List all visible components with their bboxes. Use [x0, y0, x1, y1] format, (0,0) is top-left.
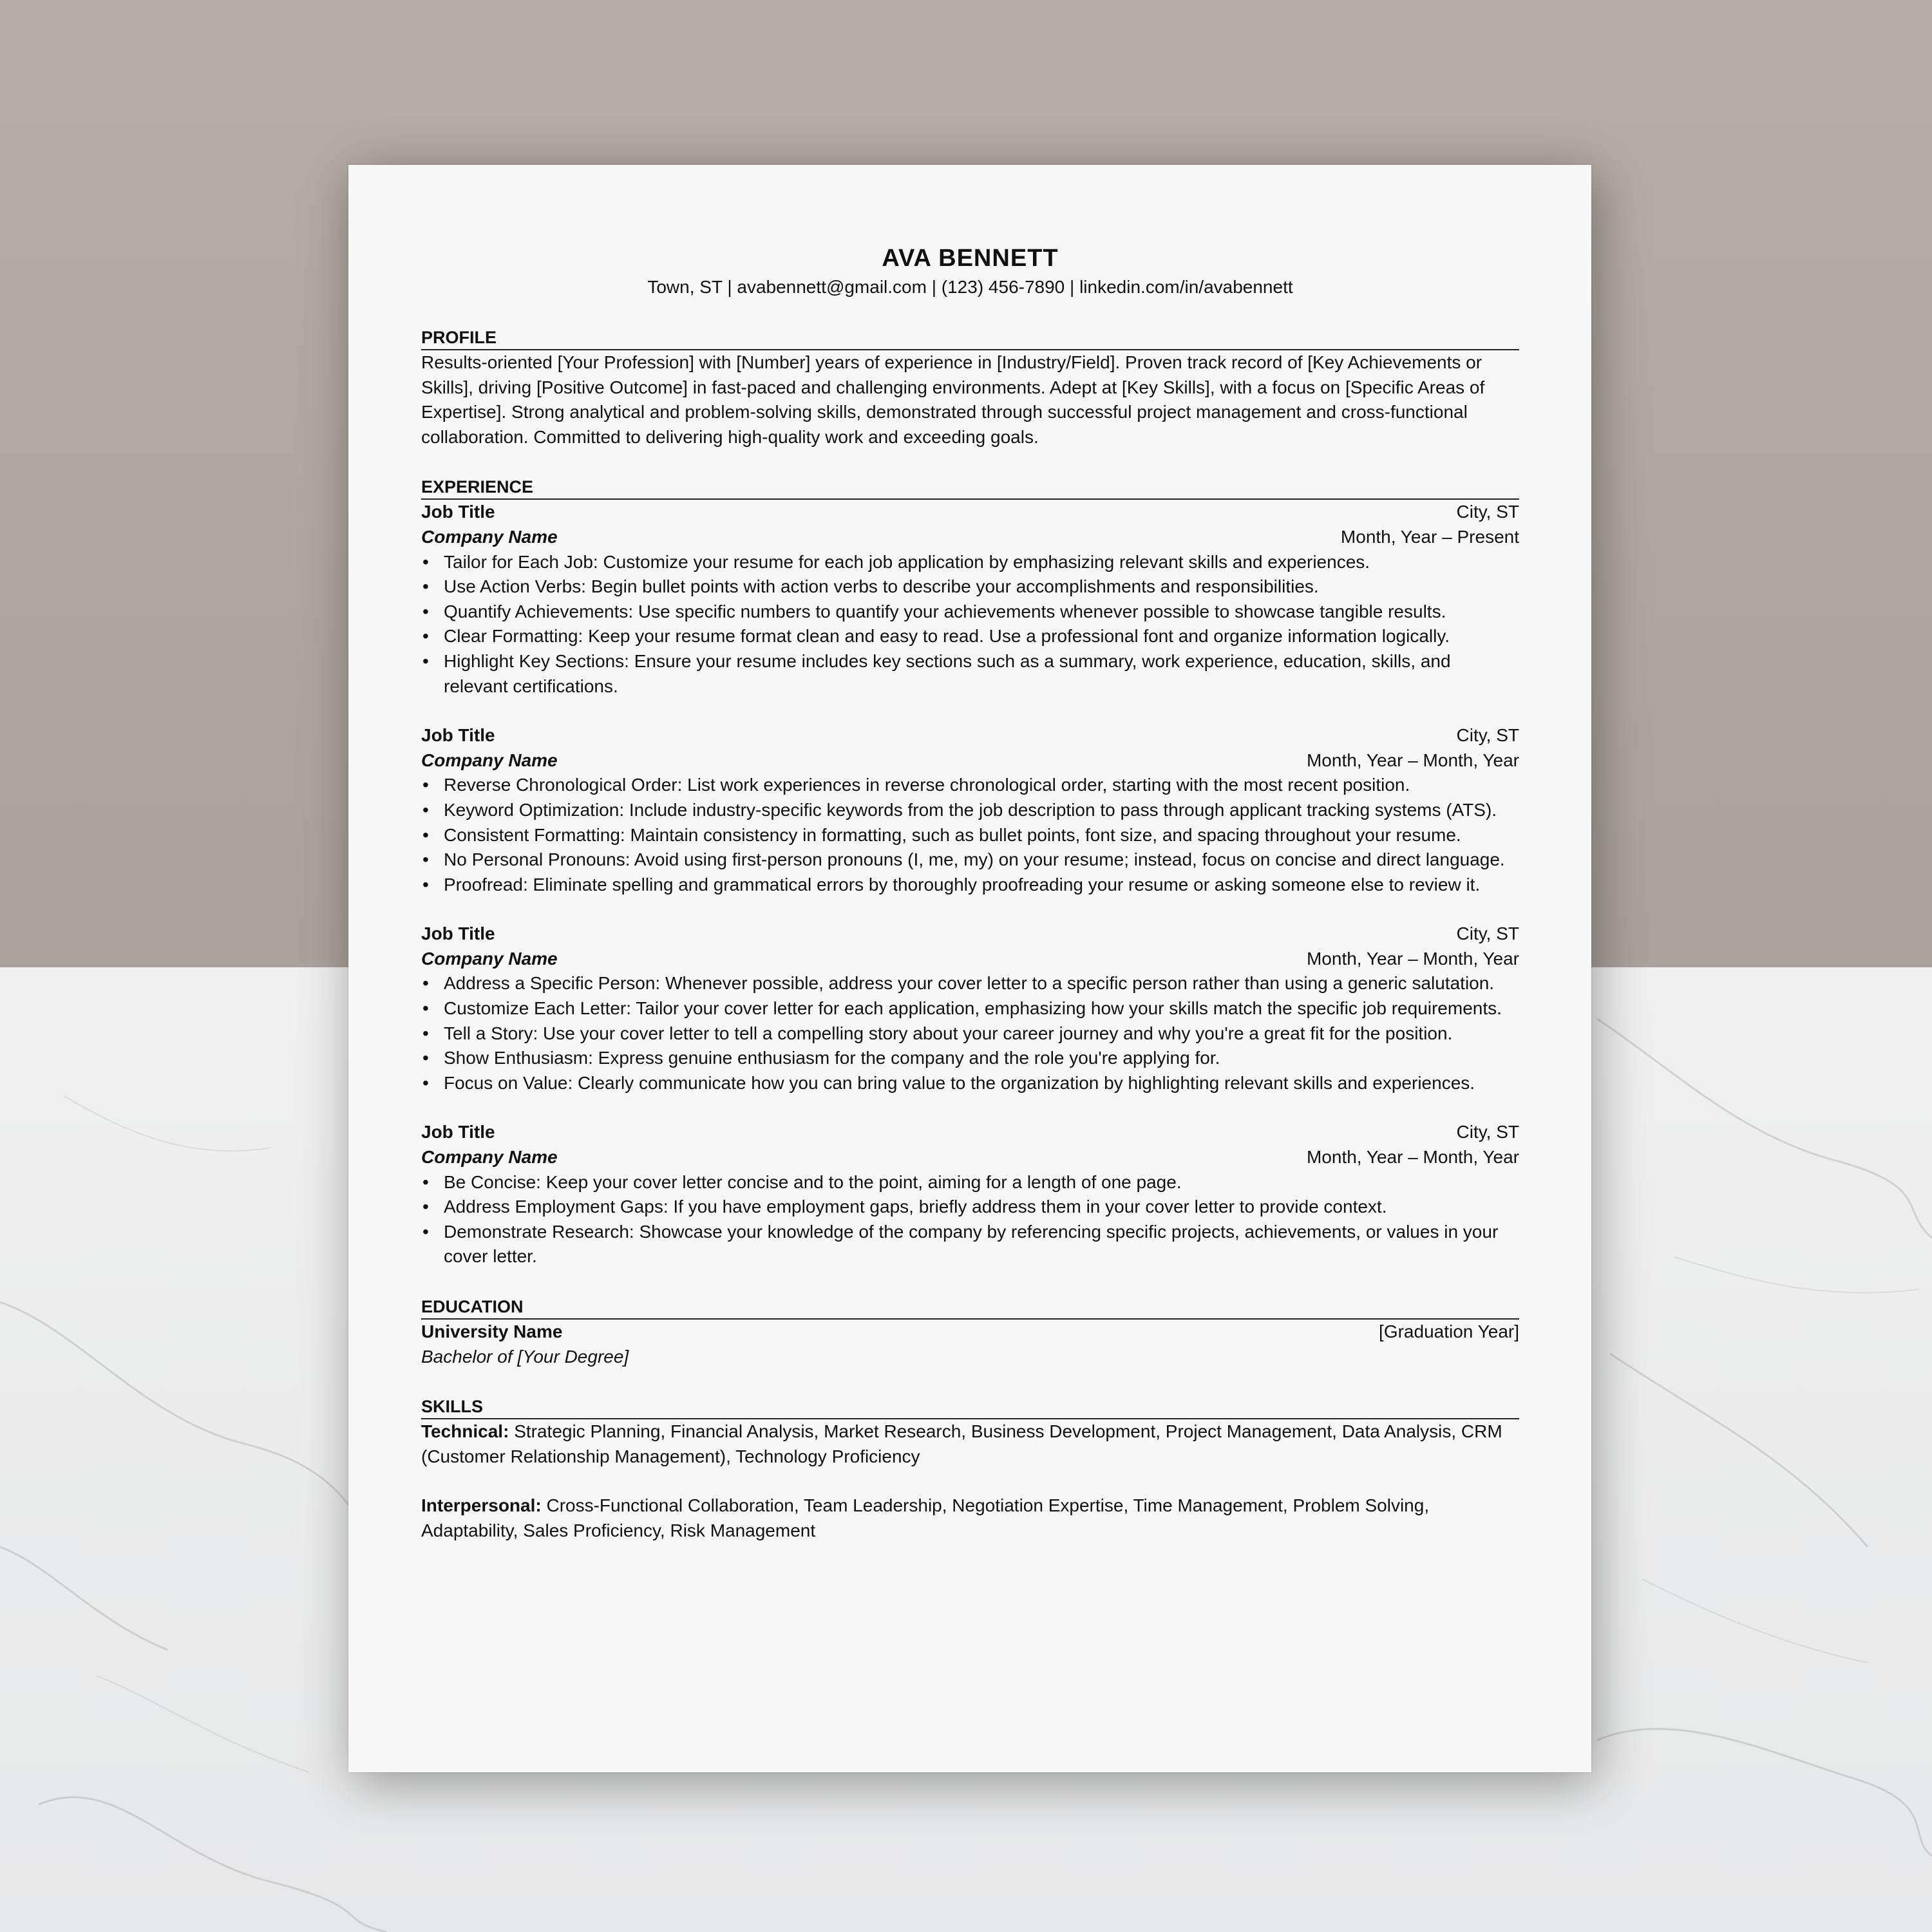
job-bullet: • Be Concise: Keep your cover letter concise and to the point, aiming for a length of one page. [421, 1170, 1519, 1195]
education-row [421, 1320, 1519, 1345]
section-heading-education: EDUCATION [421, 1294, 1519, 1320]
resume-page [348, 165, 1591, 1772]
job-bullet: • Demonstrate Research: Showcase your knowledge of the company by referencing specific projects, achievements, or values in your cover letter. [421, 1220, 1519, 1269]
degree: Bachelor of [Your Degree] [421, 1346, 629, 1367]
job-bullet: • Quantify Achievements: Use specific numbers to quantify your achievements whenever possible to showcase tangible results. [421, 600, 1519, 625]
job-bullet: • Show Enthusiasm: Express genuine enthusiasm for the company and the role you're applying for. [421, 1046, 1519, 1071]
contact-line: Town, ST | avabennett@gmail.com | (123) 456-7890 | linkedin.com/in/avabennett [647, 277, 1293, 297]
section-heading-profile: PROFILE [421, 325, 1519, 350]
job-title: Job Title [421, 725, 495, 746]
job-company-row [421, 748, 1519, 773]
job-company-row [421, 947, 1519, 972]
candidate-name: AVA BENNETT [882, 245, 1059, 272]
job-dates: Month, Year – Month, Year [1306, 1147, 1519, 1168]
job-dates: Month, Year – Month, Year [1306, 750, 1519, 770]
job-bullet: • Keyword Optimization: Include industry-specific keywords from the job description to pass through applicant tracking systems (ATS). [421, 798, 1519, 823]
section-heading-experience: EXPERIENCE [421, 474, 1519, 500]
job-bullet: • Highlight Key Sections: Ensure your resume includes key sections such as a summary, work experience, education, skills, and relevant certifications. [421, 649, 1519, 699]
skills-technical-label: Technical: [421, 1421, 509, 1442]
company-name: Company Name [421, 948, 558, 969]
job-bullet: • Consistent Formatting: Maintain consistency in formatting, such as bullet points, font size, and spacing throughout your resume. [421, 823, 1519, 848]
company-name: Company Name [421, 526, 558, 547]
job-company-row [421, 525, 1519, 550]
company-name: Company Name [421, 1147, 558, 1168]
company-name: Company Name [421, 750, 558, 770]
job-bullet: • Use Action Verbs: Begin bullet points with action verbs to describe your accomplishments and responsibilities. [421, 574, 1519, 600]
university-name: University Name [421, 1321, 563, 1341]
job-bullets [421, 971, 1519, 1095]
job-title: Job Title [421, 502, 495, 522]
job-bullet: • No Personal Pronouns: Avoid using first-person pronouns (I, me, my) on your resume; instead, focus on concise and direct language. [421, 848, 1519, 873]
job-dates: Month, Year – Present [1340, 526, 1519, 547]
graduation-year: [Graduation Year] [1379, 1321, 1519, 1341]
job-bullet: • Clear Formatting: Keep your resume format clean and easy to read. Use a professional font and organize information logically. [421, 624, 1519, 649]
job-header-row [421, 723, 1519, 748]
job-bullets [421, 550, 1519, 699]
job-entry [421, 922, 1519, 1095]
job-header-row [421, 500, 1519, 525]
skills-technical [421, 1419, 1519, 1469]
job-entry [421, 500, 1519, 699]
job-bullets [421, 773, 1519, 897]
job-header-row [421, 922, 1519, 947]
job-entry [421, 723, 1519, 897]
job-entry [421, 1120, 1519, 1269]
job-location: City, ST [1456, 923, 1519, 944]
section-heading-skills: SKILLS [421, 1394, 1519, 1419]
skills-interpersonal-label: Interpersonal: [421, 1495, 542, 1516]
skills-interpersonal-list: Cross-Functional Collaboration, Team Leadership, Negotiation Expertise, Time Management, Problem Solving, Adaptability, Sales Proficiency, Risk Management [421, 1495, 1430, 1540]
job-bullet: • Tell a Story: Use your cover letter to tell a compelling story about your career journey and why you're a great fit for the position. [421, 1021, 1519, 1046]
job-bullet: • Focus on Value: Clearly communicate how you can bring value to the organization by highlighting relevant skills and experiences. [421, 1071, 1519, 1096]
job-location: City, ST [1456, 1122, 1519, 1142]
job-title: Job Title [421, 1122, 495, 1142]
job-bullet: • Address Employment Gaps: If you have employment gaps, briefly address them in your cover letter to provide context. [421, 1195, 1519, 1220]
job-bullet: • Tailor for Each Job: Customize your resume for each job application by emphasizing relevant skills and experiences. [421, 550, 1519, 575]
skills-interpersonal [421, 1493, 1519, 1543]
job-header-row [421, 1120, 1519, 1145]
job-location: City, ST [1456, 502, 1519, 522]
job-bullet: • Proofread: Eliminate spelling and grammatical errors by thoroughly proofreading your resume or asking someone else to review it. [421, 873, 1519, 898]
job-bullets [421, 1170, 1519, 1269]
job-title: Job Title [421, 923, 495, 944]
profile-summary: Results-oriented [Your Profession] with [Number] years of experience in [Industry/Field]. Proven track record of [Key Achievements or Skills], driving [Positive Outcome] in fast-paced and challenging environments. Adept at [Key Skills], with a focus on [Specific Areas of Expertise]. Strong analytical and problem-solving skills, demonstrated through successful project management and cross-functional collaboration. Committed to delivering high-quality work and exceeding goals. [421, 352, 1485, 447]
skills-technical-list: Strategic Planning, Financial Analysis, Market Research, Business Development, Project Management, Data Analysis, CRM (Customer Relationship Management), Technology Proficiency [421, 1421, 1502, 1466]
job-bullet: • Customize Each Letter: Tailor your cover letter for each application, emphasizing how your skills match the specific job requirements. [421, 996, 1519, 1021]
job-dates: Month, Year – Month, Year [1306, 948, 1519, 969]
job-bullet: • Address a Specific Person: Whenever possible, address your cover letter to a specific person rather than using a generic salutation. [421, 971, 1519, 996]
job-bullet: • Reverse Chronological Order: List work experiences in reverse chronological order, starting with the most recent position. [421, 773, 1519, 798]
job-location: City, ST [1456, 725, 1519, 746]
job-company-row [421, 1145, 1519, 1170]
